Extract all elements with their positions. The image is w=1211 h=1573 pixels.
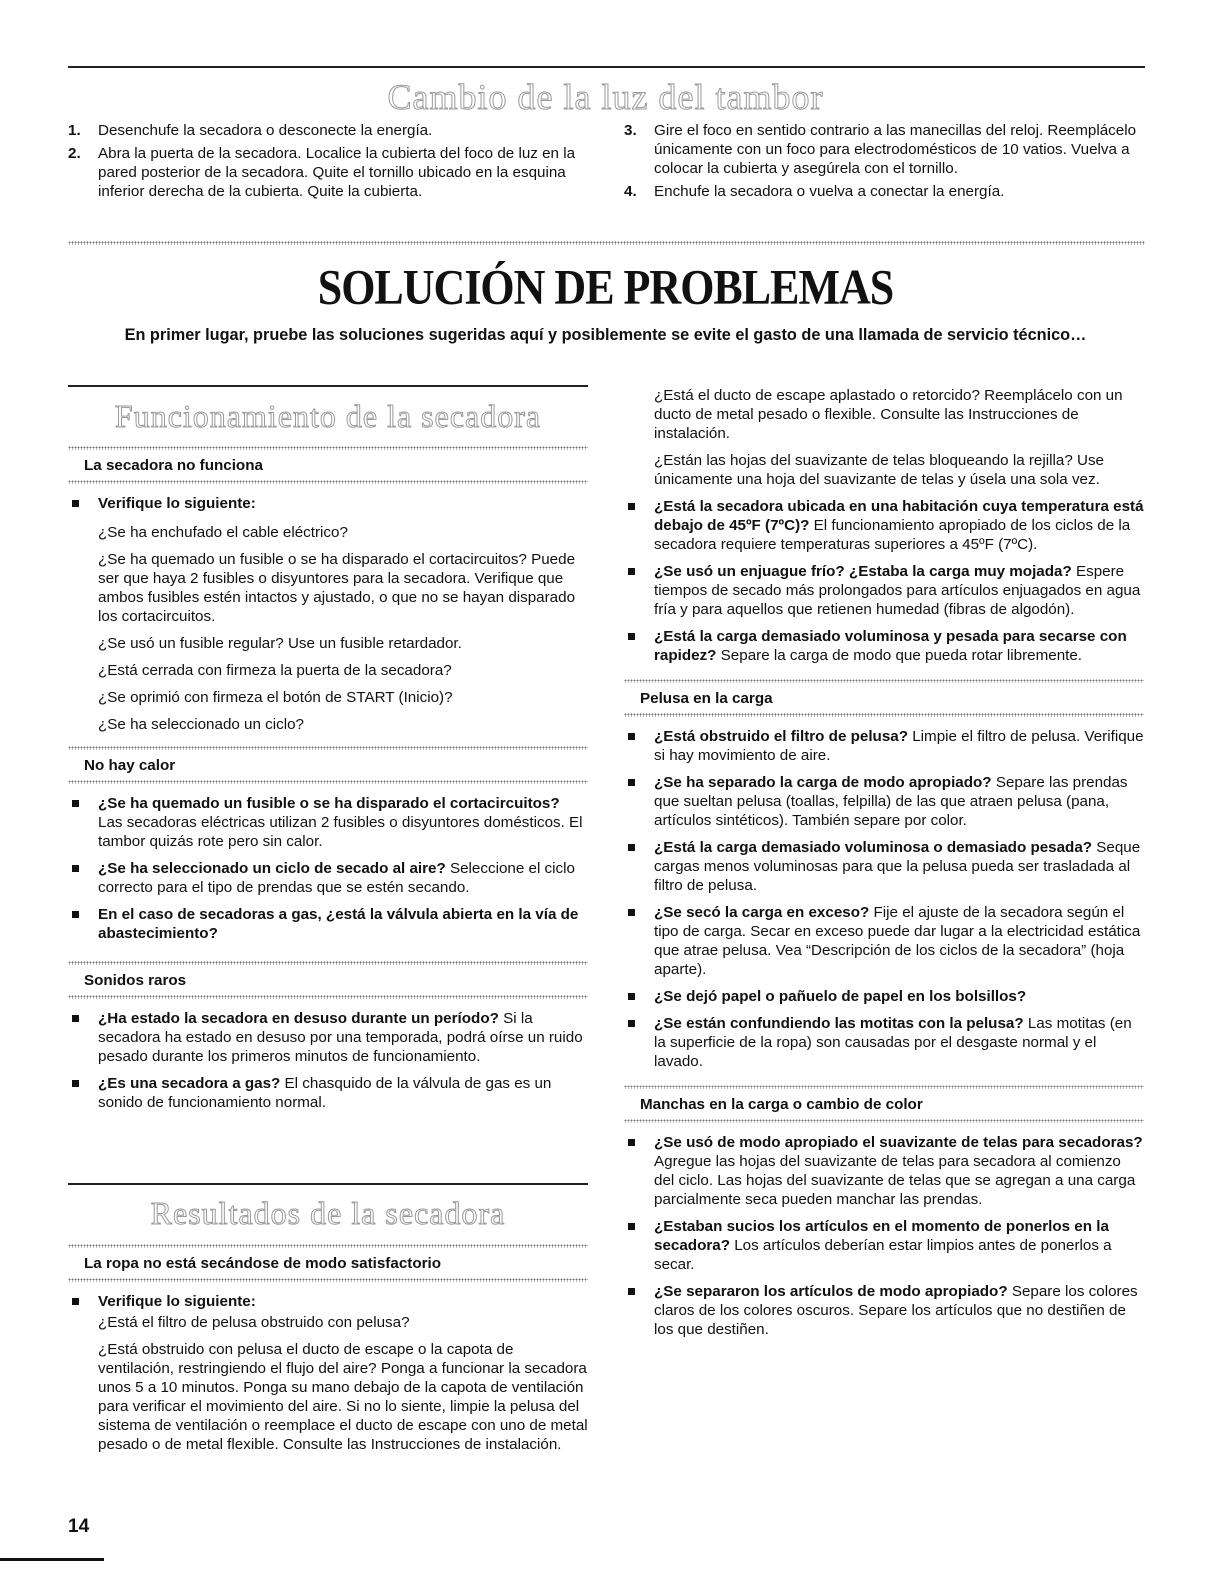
section-rule bbox=[68, 1183, 588, 1185]
question: ¿Están las hojas del suavizante de telas bloqueando la rejilla? Use únicamente una hoja del suavizante de telas y úsela una sola vez. bbox=[654, 452, 1104, 488]
divider bbox=[624, 1119, 1144, 1123]
subheading-no-calor: No hay calor bbox=[84, 757, 176, 774]
step-item: 4. Enchufe la secadora o vuelva a conectar la energía. bbox=[624, 183, 1005, 200]
question: ¿Se usó un fusible regular? Use un fusible retardador. bbox=[98, 635, 462, 652]
list-item: ¿Se ha quemado un fusible o se ha disparado el cortacircuitos? Las secadoras eléctricas utilizan 2 fusibles o disyuntores domésticos. El tambor quizás rote pero sin calor. bbox=[68, 794, 588, 851]
bullet-icon bbox=[72, 500, 79, 507]
subheading-ropa: La ropa no está secándose de modo satisfactorio bbox=[84, 1255, 442, 1272]
divider bbox=[68, 1244, 588, 1248]
subheading-sonidos: Sonidos raros bbox=[84, 972, 187, 989]
bullet-icon bbox=[72, 1015, 79, 1022]
divider bbox=[624, 1085, 1144, 1089]
section-rule bbox=[68, 385, 588, 387]
page-title: SOLUCIÓN DE PROBLEMAS bbox=[317, 260, 894, 315]
divider bbox=[624, 713, 1144, 717]
step-item: 3. Gire el foco en sentido contrario a las manecillas del reloj. Reemplácelo únicamente con un foco para electrodomésticos de 10 vatios. Vuelva a colocar la cubierta y asegúrela con el tornillo. bbox=[624, 122, 1137, 177]
list-item: ¿Está la carga demasiado voluminosa y pesada para secarse con rapidez? Separe la carga de modo que pueda rotar libremente. bbox=[624, 627, 1144, 665]
bullet-icon bbox=[628, 733, 635, 740]
step-item: 2. Abra la puerta de la secadora. Localice la cubierta del foco de luz en la pared posterior de la secadora. Quite el tornillo ubicado en la esquina inferior derecha de la cubierta. Quite la cubierta. bbox=[68, 145, 576, 200]
bullet-icon bbox=[628, 779, 635, 786]
divider bbox=[68, 746, 588, 750]
list-item: ¿Se separaron los artículos de modo apropiado? Separe los colores claros de los colores oscuros. Separe los artículos que no destiñen de los que destiñen. bbox=[624, 1282, 1144, 1339]
divider bbox=[68, 1278, 588, 1282]
bullet-icon bbox=[72, 1080, 79, 1087]
list-item: ¿Está la secadora ubicada en una habitación cuya temperatura está debajo de 45ºF (7ºC)? El funcionamiento apropiado de los ciclos de la secadora requiere temperaturas superiores a 45ºF (7ºC). bbox=[624, 497, 1144, 554]
list-item: ¿Se ha seleccionado un ciclo de secado al aire? Seleccione el ciclo correcto para el tipo de prendas que se estén secando. bbox=[68, 859, 588, 897]
list-item: ¿Se dejó papel o pañuelo de papel en los bolsillos? bbox=[624, 987, 1144, 1006]
bullet-icon bbox=[628, 1020, 635, 1027]
divider bbox=[68, 241, 1145, 245]
divider bbox=[68, 961, 588, 965]
list-item: ¿Se ha separado la carga de modo apropiado? Separe las prendas que sueltan pelusa (toallas, felpilla) de las que atraen pelusa (pana, artículos sintéticos). También separe por color. bbox=[624, 773, 1144, 830]
intro-text: En primer lugar, pruebe las soluciones sugeridas aquí y posiblemente se evite el gasto de una llamada de servicio técnico… bbox=[124, 326, 1087, 344]
page-number: 14 bbox=[68, 1516, 90, 1537]
question: ¿Se ha enchufado el cable eléctrico? bbox=[98, 524, 348, 541]
right-column bbox=[624, 386, 1144, 1347]
question: ¿Está el filtro de pelusa obstruido con pelusa? bbox=[98, 1314, 410, 1331]
bullet-icon bbox=[628, 1288, 635, 1295]
drum-light-steps-right bbox=[624, 121, 1144, 205]
divider bbox=[68, 780, 588, 784]
divider bbox=[68, 480, 588, 484]
bullet-icon bbox=[628, 568, 635, 575]
drum-light-steps-left bbox=[68, 121, 580, 205]
bullet-icon bbox=[628, 1223, 635, 1230]
bullet-icon bbox=[72, 800, 79, 807]
bullet-icon bbox=[72, 911, 79, 918]
top-rule bbox=[68, 66, 1145, 68]
list-item: ¿Se están confundiendo las motitas con la pelusa? Las motitas (en la superficie de la ropa) son causadas por el desgaste normal y el lavado. bbox=[624, 1014, 1144, 1071]
section-title-resultados: Resultados de la secadora bbox=[150, 1195, 506, 1231]
drum-light-title: Cambio de la luz del tambor bbox=[387, 77, 824, 117]
list-item: En el caso de secadoras a gas, ¿está la válvula abierta en la vía de abastecimiento? bbox=[68, 905, 588, 943]
left-column-lower: La ropa no está secándose de modo satisfactorio Verifique lo siguiente: ¿Está el filtro de pelusa obstruido con pelusa? ¿Está obstruido con pelusa el ducto de escape o la capota de ventilación, restringiendo el flujo del aire? Ponga a funcionar la secadora unos 5 a 10 minutos. Ponga su mano debajo de la capota de ventilación para verificar el movimiento del aire. Si no lo siente, limpie la pelusa del sistema de ventilación o reemplace el ducto de escape con uno de metal pesado o de metal flexible. Consulte las Instrucciones de instalación. bbox=[68, 1244, 588, 1462]
section-title-funcionamiento: Funcionamiento de la secadora bbox=[114, 398, 542, 434]
subheading-no-funciona: La secadora no funciona bbox=[84, 457, 263, 474]
question: ¿Se oprimió con firmeza el botón de START (Inicio)? bbox=[98, 689, 453, 706]
bullet-icon bbox=[628, 993, 635, 1000]
subheading-manchas: Manchas en la carga o cambio de color bbox=[640, 1096, 923, 1113]
bullet-icon bbox=[628, 844, 635, 851]
list-item: ¿Se usó de modo apropiado el suavizante de telas para secadoras? Agregue las hojas del suavizante de telas para secadora al comienzo del ciclo. Las hojas del suavizante de telas que se agregan a una carga parcialmente seca pueden manchar las prendas. bbox=[624, 1133, 1144, 1209]
bullet-icon bbox=[72, 1298, 79, 1305]
question: ¿Se ha quemado un fusible o se ha disparado el cortacircuitos? Puede ser que haya 2 fusibles o disyuntores para la secadora. Verifique que ambos fusibles estén intactos y ajustado, o que no se hayan disparado los cortacircuitos. bbox=[98, 551, 576, 625]
bullet-icon bbox=[628, 909, 635, 916]
divider bbox=[68, 995, 588, 999]
list-item: ¿Es una secadora a gas? El chasquido de la válvula de gas es un sonido de funcionamiento normal. bbox=[68, 1074, 588, 1112]
question: ¿Está obstruido con pelusa el ducto de escape o la capota de ventilación, restringiendo el flujo del aire? Ponga a funcionar la secadora unos 5 a 10 minutos. Ponga su mano debajo de la capota de ventilación para verificar el movimiento del aire. Si no lo siente, limpie la pelusa del sistema de ventilación o reemplace el ducto de escape con uno de metal pesado o de metal flexible. Consulte las Instrucciones de instalación. bbox=[98, 1341, 588, 1453]
list-item: ¿Está obstruido el filtro de pelusa? Limpie el filtro de pelusa. Verifique si hay movimiento de aire. bbox=[624, 727, 1144, 765]
list-item: ¿Ha estado la secadora en desuso durante un período? Si la secadora ha estado en desuso por una temporada, podrá oírse un ruido pesado durante los primeros minutos de funcionamiento. bbox=[68, 1009, 588, 1066]
left-column: La secadora no funciona Verifique lo siguiente: ¿Se ha enchufado el cable eléctrico? ¿Se ha quemado un fusible o se ha disparado el cortacircuitos? Puede ser que haya 2 fusibles o disyuntores para la secadora. Verifique que ambos fusibles estén intactos y ajustado, o que no se hayan disparado los cortacircuitos. ¿Se usó un fusible regular? Use un fusible retardador. ¿Está cerrada con firmeza la puerta de la secadora? ¿Se oprimió con firmeza el botón de START (Inicio)? ¿Se ha seleccionado un ciclo? No hay calor ¿Se ha quemado un fusible o se ha disparado el cortacircuitos? Las secadoras eléctricas utilizan 2 fusibles o disyuntores domésticos. El tambor quizás rote pero sin calor. ¿Se ha seleccionado un ciclo de secado al aire? Seleccione el ciclo correcto para el tipo de prendas que se estén secando. En el caso de secadoras a gas, ¿está la válvula abierta en la vía de abastecimiento? Sonidos raros ¿Ha estado la secadora en desuso durante un período? Si la secadora ha estado en desuso por una temporada, podrá oírse un ruido pesado durante los primeros minutos de funcionamiento. ¿Es una secadora a gas? El chasquido de la válvula de gas es un sonido de funcionamiento normal. bbox=[68, 446, 588, 1120]
question: ¿Se ha seleccionado un ciclo? bbox=[98, 716, 305, 733]
divider bbox=[624, 679, 1144, 683]
step-item: 1. Desenchufe la secadora o desconecte la energía. bbox=[68, 122, 433, 139]
divider bbox=[68, 446, 588, 450]
list-item: ¿Estaban sucios los artículos en el momento de ponerlos en la secadora? Los artículos deberían estar limpios antes de ponerlos a secar. bbox=[624, 1217, 1144, 1274]
bullet-icon bbox=[628, 633, 635, 640]
bullet-icon bbox=[628, 503, 635, 510]
corner-mark bbox=[0, 1558, 104, 1561]
question: ¿Está el ducto de escape aplastado o retorcido? Reemplácelo con un ducto de metal pesado o flexible. Consulte las Instrucciones de instalación. bbox=[654, 387, 1123, 442]
question: ¿Está cerrada con firmeza la puerta de la secadora? bbox=[98, 662, 452, 679]
list-item: ¿Se secó la carga en exceso? Fije el ajuste de la secadora según el tipo de carga. Secar en exceso puede dar lugar a la electricidad estática que atrae pelusa. Vea “Descripción de los ciclos de la secadora” (hoja aparte). bbox=[624, 903, 1144, 979]
bullet-icon bbox=[628, 1139, 635, 1146]
bullet-icon bbox=[72, 865, 79, 872]
list-item: ¿Se usó un enjuague frío? ¿Estaba la carga muy mojada? Espere tiempos de secado más prolongados para artículos enjuagados en agua fría y para aquellos que retienen humedad (fibras de algodón). bbox=[624, 562, 1144, 619]
list-item: ¿Está la carga demasiado voluminosa o demasiado pesada? Seque cargas menos voluminosas para que la pelusa pueda ser trasladada al filtro de pelusa. bbox=[624, 838, 1144, 895]
subheading-pelusa: Pelusa en la carga bbox=[640, 690, 773, 707]
